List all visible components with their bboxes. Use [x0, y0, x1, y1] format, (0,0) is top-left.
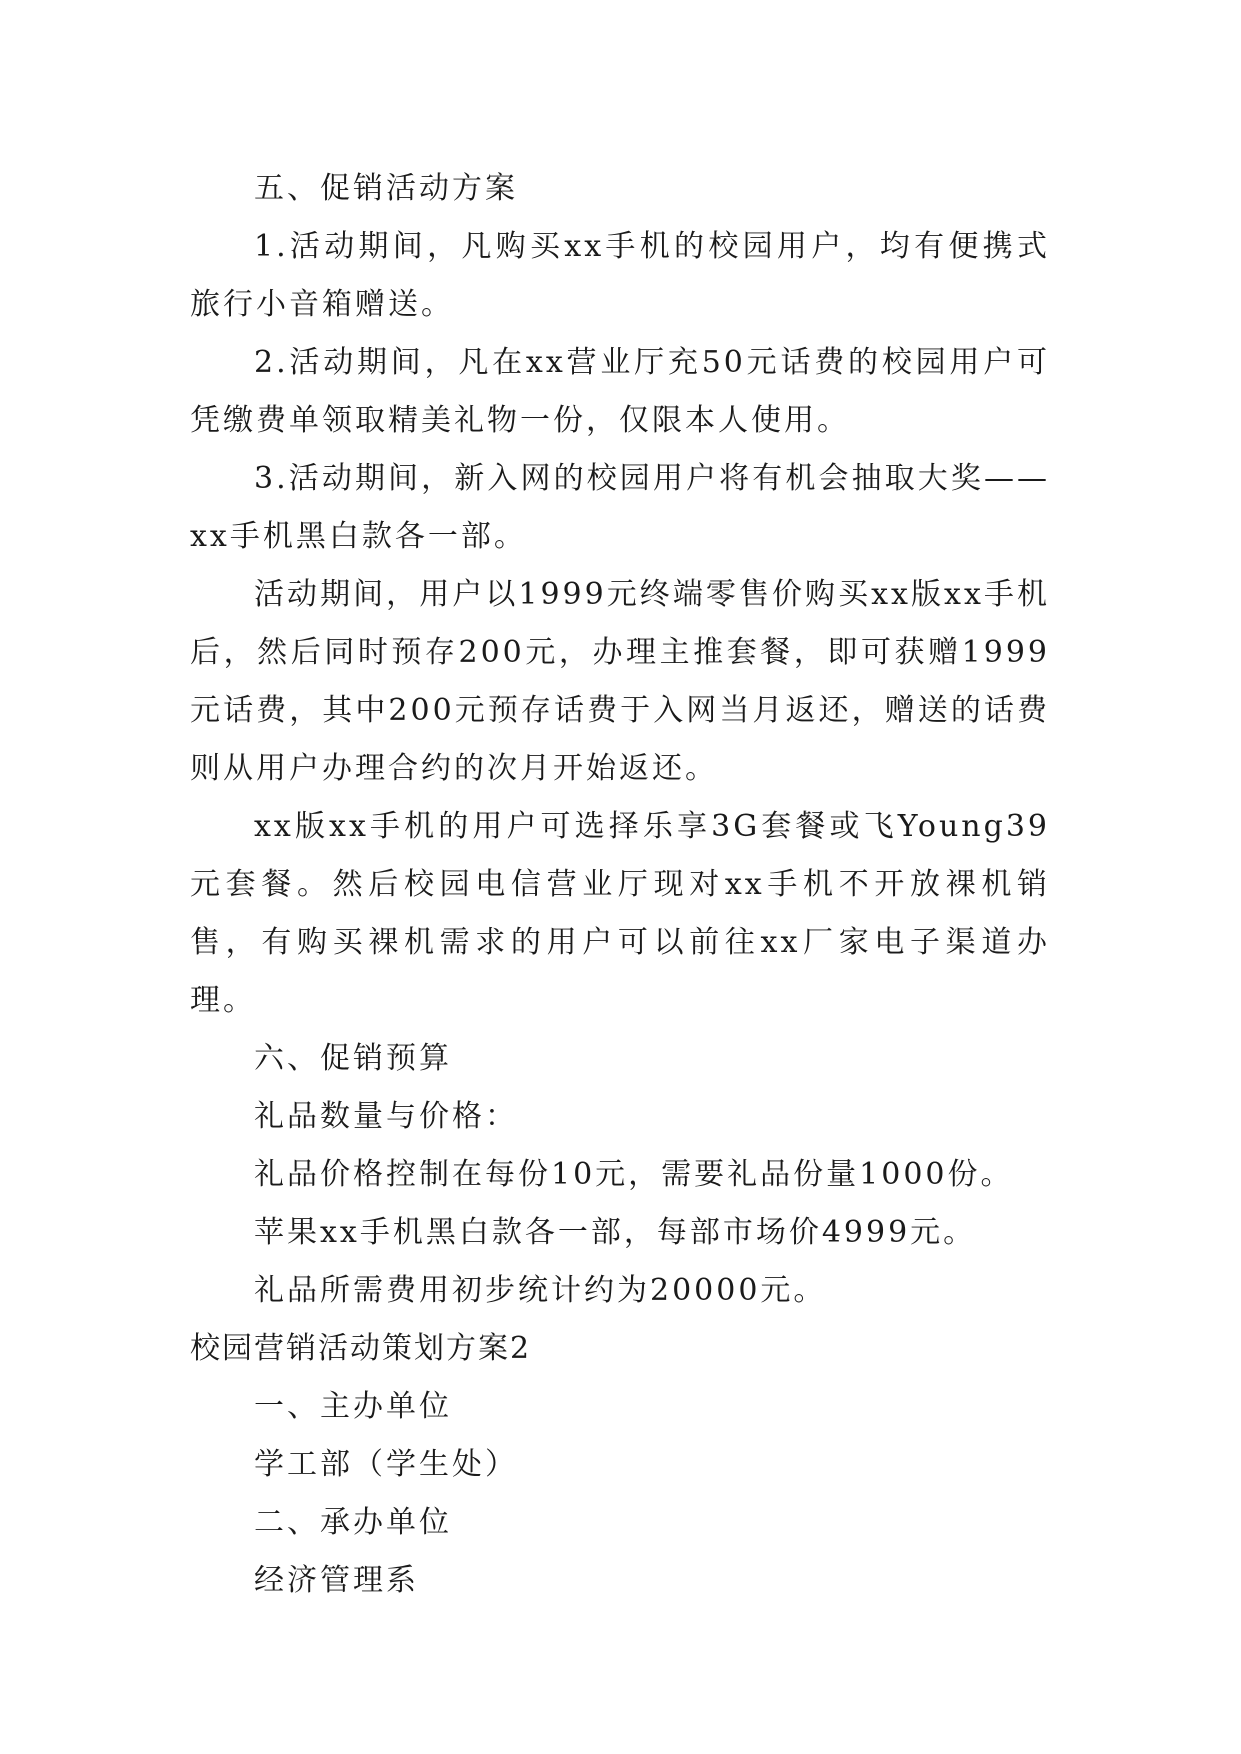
section-heading-promotion-plan: 五、促销活动方案: [254, 171, 518, 206]
section-heading-co-organizer: 二、承办单位: [254, 1505, 452, 1540]
paragraph-phone-price: 苹果xx手机黑白款各一部，每部市场价4999元。: [254, 1215, 977, 1250]
paragraph-gift-price: 礼品价格控制在每份10元，需要礼品份量1000份。: [254, 1157, 1014, 1192]
section-heading-organizer: 一、主办单位: [254, 1389, 452, 1424]
plan-title-2: 校园营销活动策划方案2: [190, 1331, 532, 1366]
section-heading-budget: 六、促销预算: [254, 1041, 452, 1076]
paragraph-item-1: 1.活动期间，凡购买xx手机的校园用户，均有便携式旅行小音箱赠送。: [190, 229, 1050, 322]
paragraph-organizer-name: 学工部（学生处）: [254, 1447, 518, 1482]
paragraph-package-options: xx版xx手机的用户可选择乐享3G套餐或飞Young39元套餐。然后校园电信营业厅现对xx手机不开放裸机销售，有购买裸机需求的用户可以前往xx厂家电子渠道办理。: [190, 809, 1050, 1018]
paragraph-gift-quantity-heading: 礼品数量与价格：: [254, 1099, 518, 1134]
paragraph-co-organizer-name: 经济管理系: [254, 1563, 419, 1598]
paragraph-purchase-offer: 活动期间，用户以1999元终端零售价购买xx版xx手机后，然后同时预存200元，办理主推套餐，即可获赠1999元话费，其中200元预存话费于入网当月返还，赠送的话费则从用户办理合约的次月开始返还。: [190, 577, 1050, 786]
document-page: [190, 160, 1050, 1610]
paragraph-item-2: 2.活动期间，凡在xx营业厅充50元话费的校园用户可凭缴费单领取精美礼物一份，仅限本人使用。: [190, 345, 1050, 438]
paragraph-item-3: 3.活动期间，新入网的校园用户将有机会抽取大奖——xx手机黑白款各一部。: [190, 461, 1050, 554]
paragraph-total-cost: 礼品所需费用初步统计约为20000元。: [254, 1273, 827, 1308]
